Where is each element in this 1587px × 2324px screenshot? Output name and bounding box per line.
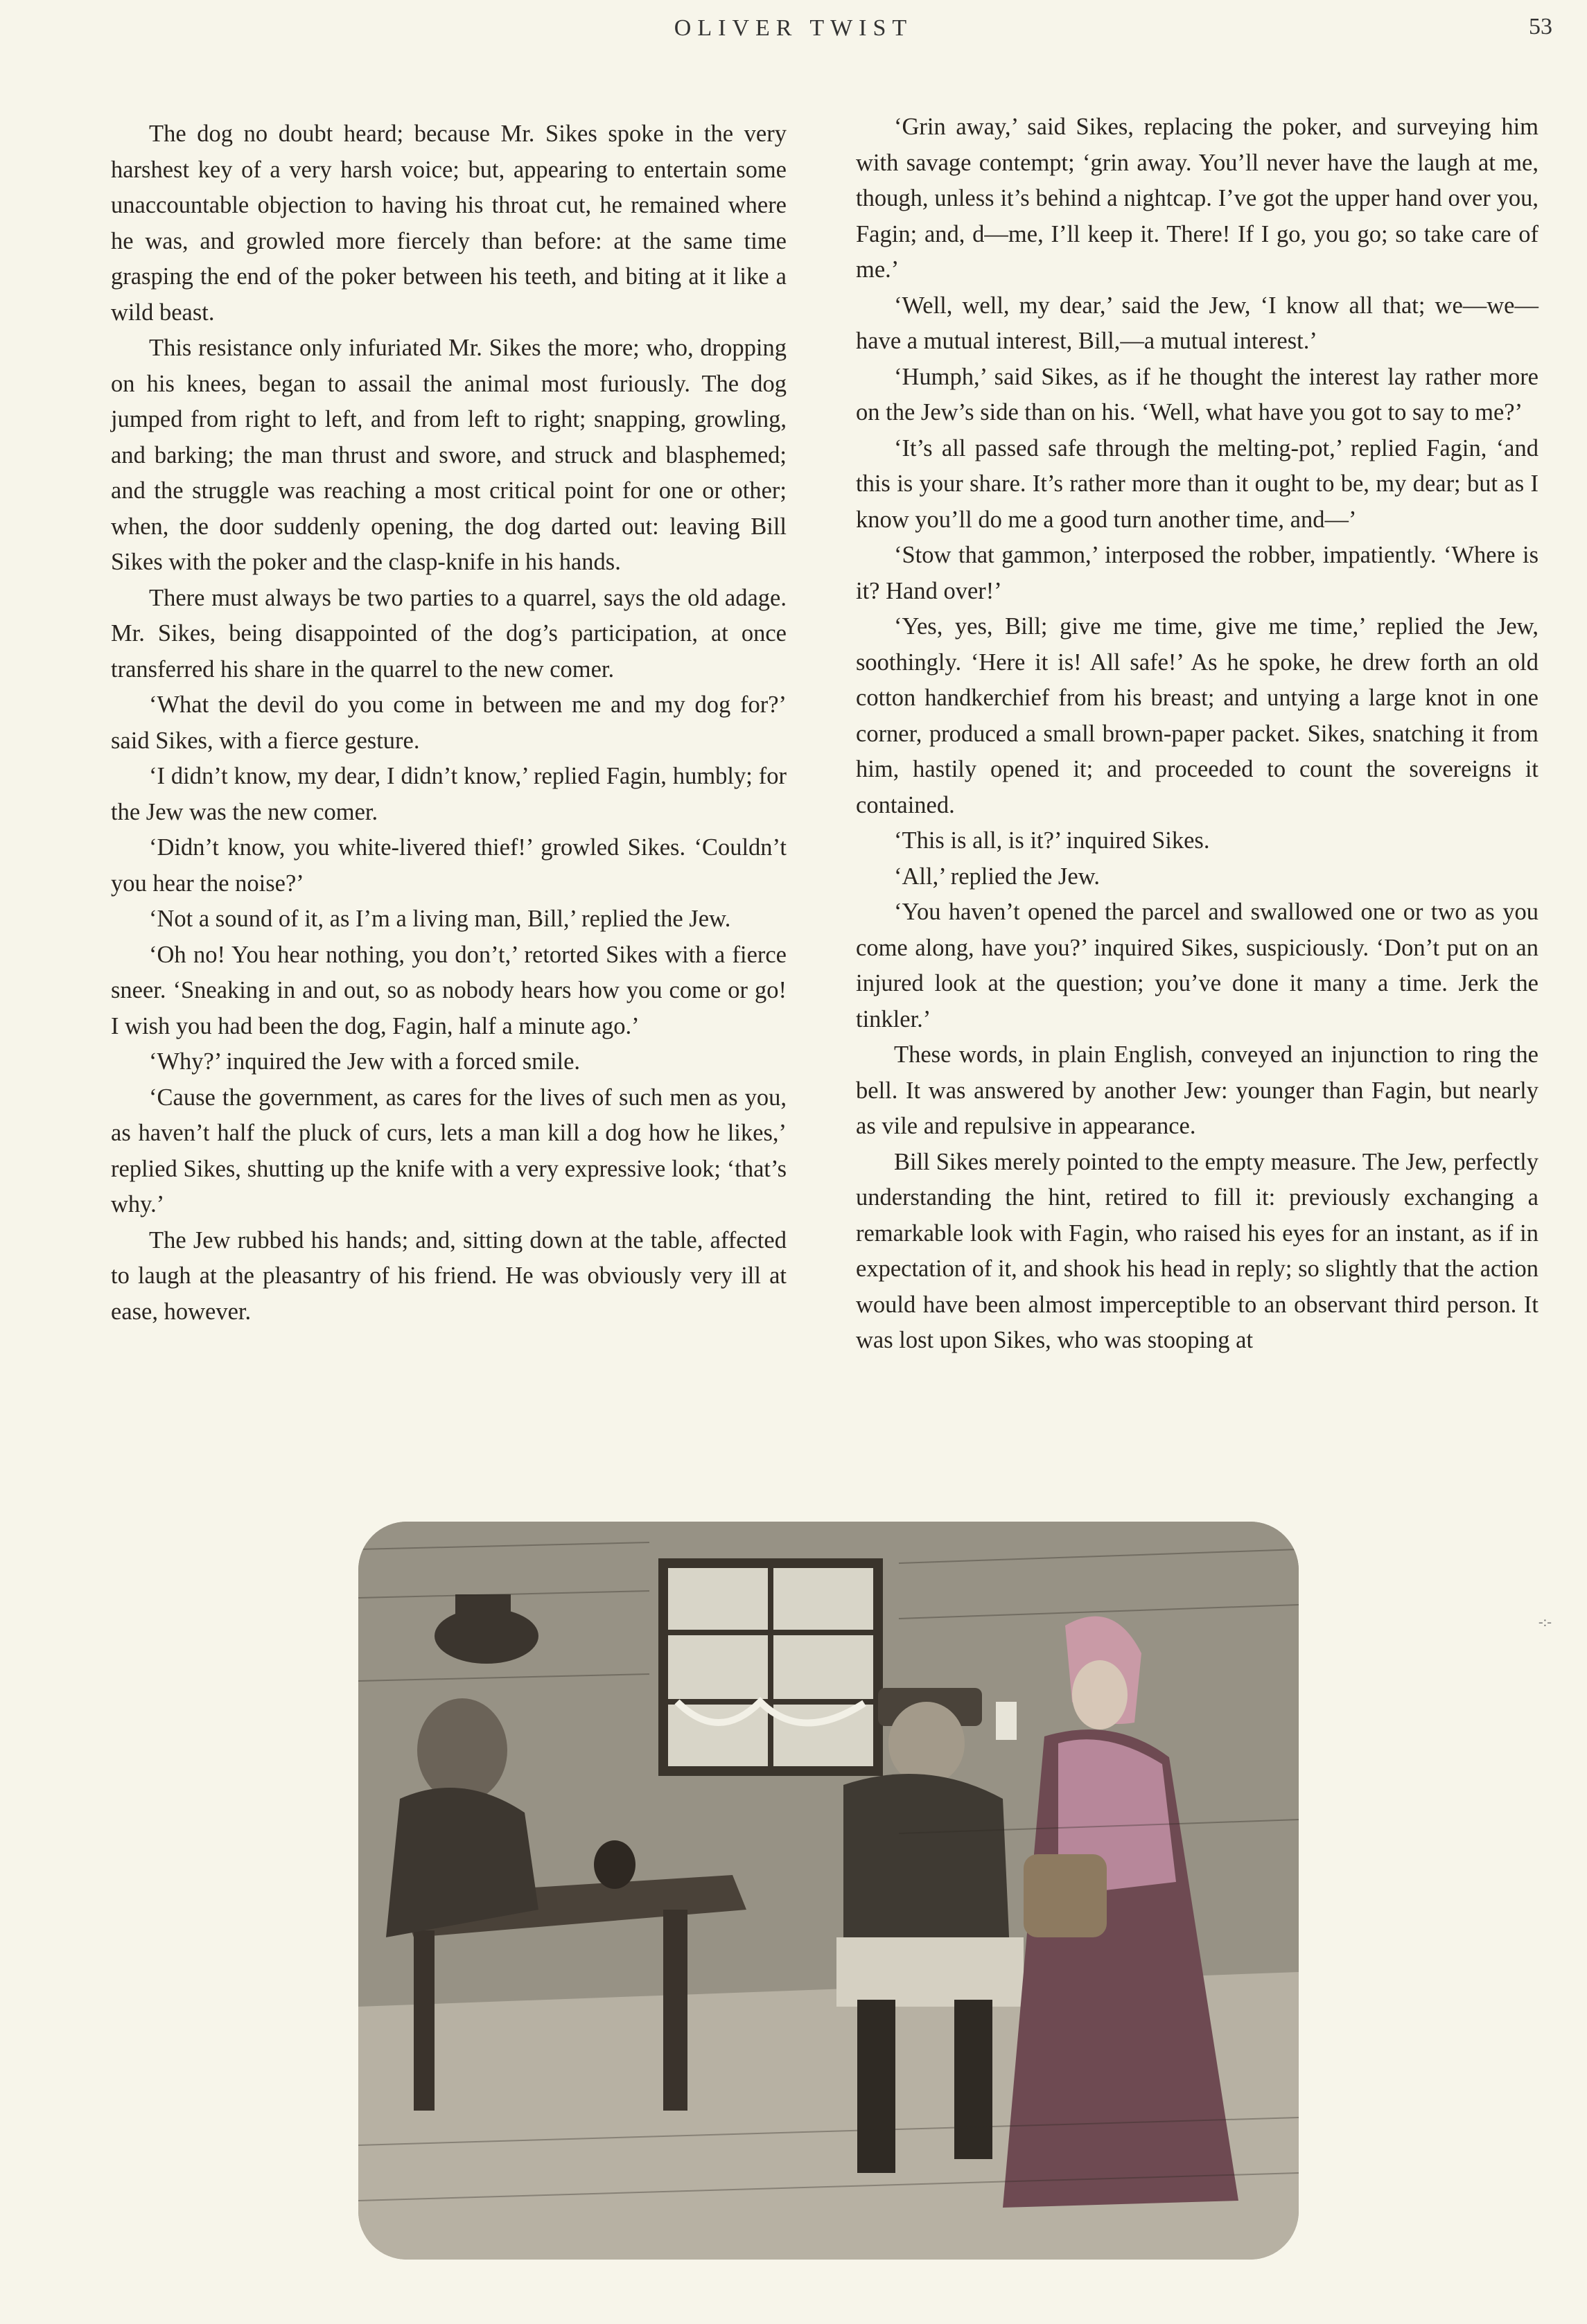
- paragraph: ‘Not a sound of it, as I’m a living man, Bill,’ replied the Jew.: [149, 906, 731, 932]
- paragraph: ‘It’s all passed safe through the melting-pot,’ replied Fagin, ‘and this is your share. It’s rather more than it ought to be, my dear; but as I know you’ll do me a good turn another time, and—’: [856, 434, 1538, 533]
- paragraph: ‘I didn’t know, my dear, I didn’t know,’ replied Fagin, humbly; for the Jew was the new comer.: [111, 763, 787, 825]
- paragraph: ‘What the devil do you come in between me and my dog for?’ said Sikes, with a fierce gesture.: [111, 692, 787, 754]
- paragraph: ‘Stow that gammon,’ interposed the robber, impatiently. ‘Where is it? Hand over!’: [856, 542, 1538, 604]
- sikes-figure: [843, 1774, 1010, 1965]
- paragraph: Bill Sikes merely pointed to the empty measure. The Jew, perfectly understanding the hint, retired to fill it: previously exchanging a remarkable look with Fagin, who raised his eyes for an instant, as if in expectation of it, and shook his head in reply; so slightly that the action would have been almost imperceptible to an observant third person. It was lost upon Sikes, who was stooping at: [856, 1148, 1538, 1353]
- paragraph: ‘This is all, is it?’ inquired Sikes.: [894, 827, 1210, 854]
- scan-mark: -:-: [1538, 1614, 1552, 1630]
- basket-icon: [1024, 1854, 1107, 1937]
- paragraph: ‘Didn’t know, you white-livered thief!’ growled Sikes. ‘Couldn’t you hear the noise?’: [111, 834, 787, 897]
- paragraph: This resistance only infuriated Mr. Sikes the more; who, dropping on his knees, began to assail the animal most furiously. The dog jumped from right to left, and from left to right; snapping, growling, and barking; the man thrust and swore, and struck and blasphemed; and the struggle was reaching a most critical point for one or other; when, the door suddenly opening, the dog darted out: leaving Bill Sikes with the poker and the clasp-knife in his hands.: [111, 335, 787, 575]
- paragraph: ‘Why?’ inquired the Jew with a forced smile.: [149, 1048, 581, 1075]
- engraving-illustration: [358, 1522, 1299, 2260]
- left-column: [111, 116, 787, 1330]
- paragraph: ‘Humph,’ said Sikes, as if he thought the interest lay rather more on the Jew’s side than on his. ‘Well, what have you got to say to me?’: [856, 363, 1538, 425]
- running-title: OLIVER TWIST: [674, 15, 913, 41]
- paragraph: ‘Well, well, my dear,’ said the Jew, ‘I know all that; we—we—have a mutual interest, Bill,—a mutual interest.’: [856, 292, 1538, 354]
- paragraph: ‘You haven’t opened the parcel and swallowed one or two as you come along, have you?’ inquired Sikes, suspiciously. ‘Don’t put on an injured look at the question; you’ve done it many a time. Jerk the tinkler.’: [856, 899, 1538, 1032]
- paragraph: The dog no doubt heard; because Mr. Sikes spoke in the very harshest key of a very harsh voice; but, appearing to entertain some unaccountable objection to having his throat cut, he remained where he was, and growled more fiercely than before: at the same time grasping the end of the poker between his teeth, and biting at it like a wild beast.: [111, 121, 787, 326]
- paragraph: ‘Grin away,’ said Sikes, replacing the poker, and surveying him with savage contempt; ‘grin away. You’ll never have the laugh at me, though, unless it’s behind a nightcap. I’ve got the upper hand over you, Fagin; and, d—me, I’ll keep it. There! If I go, you go; so take care of me.’: [856, 114, 1538, 283]
- paragraph: ‘All,’ replied the Jew.: [894, 863, 1100, 890]
- page-number: 53: [1529, 14, 1552, 39]
- right-column: [856, 109, 1538, 1359]
- paragraph: There must always be two parties to a quarrel, says the old adage. Mr. Sikes, being disappointed of the dog’s participation, at once transferred his share in the quarrel to the new comer.: [111, 584, 787, 683]
- jug-icon: [594, 1840, 635, 1889]
- paragraph: ‘Cause the government, as cares for the lives of such men as you, as haven’t half the pluck of curs, lets a man kill a dog how he likes,’ replied Sikes, shutting up the knife with a very expressive look; ‘that’s why.’: [111, 1084, 787, 1217]
- paragraph: ‘Oh no! You hear nothing, you don’t,’ retorted Sikes with a fierce sneer. ‘Sneaking in and out, so as nobody hears how you come or go! I wish you had been the dog, Fagin, half a minute ago.’: [111, 941, 787, 1039]
- paragraph: These words, in plain English, conveyed an injunction to ring the bell. It was answered by another Jew: younger than Fagin, but nearly as vile and repulsive in appearance.: [856, 1041, 1538, 1139]
- paragraph: ‘Yes, yes, Bill; give me time, give me time,’ replied the Jew, soothingly. ‘Here it is! All safe!’ As he spoke, he drew forth an old cotton handkerchief from his breast; and untying a large knot in one corner, produced a small brown-paper packet. Sikes, snatching it from him, hastily opened it; and proceeded to count the sovereigns it contained.: [856, 613, 1538, 818]
- paragraph: The Jew rubbed his hands; and, sitting down at the table, affected to laugh at the pleasantry of his friend. He was obviously very ill at ease, however.: [111, 1226, 787, 1325]
